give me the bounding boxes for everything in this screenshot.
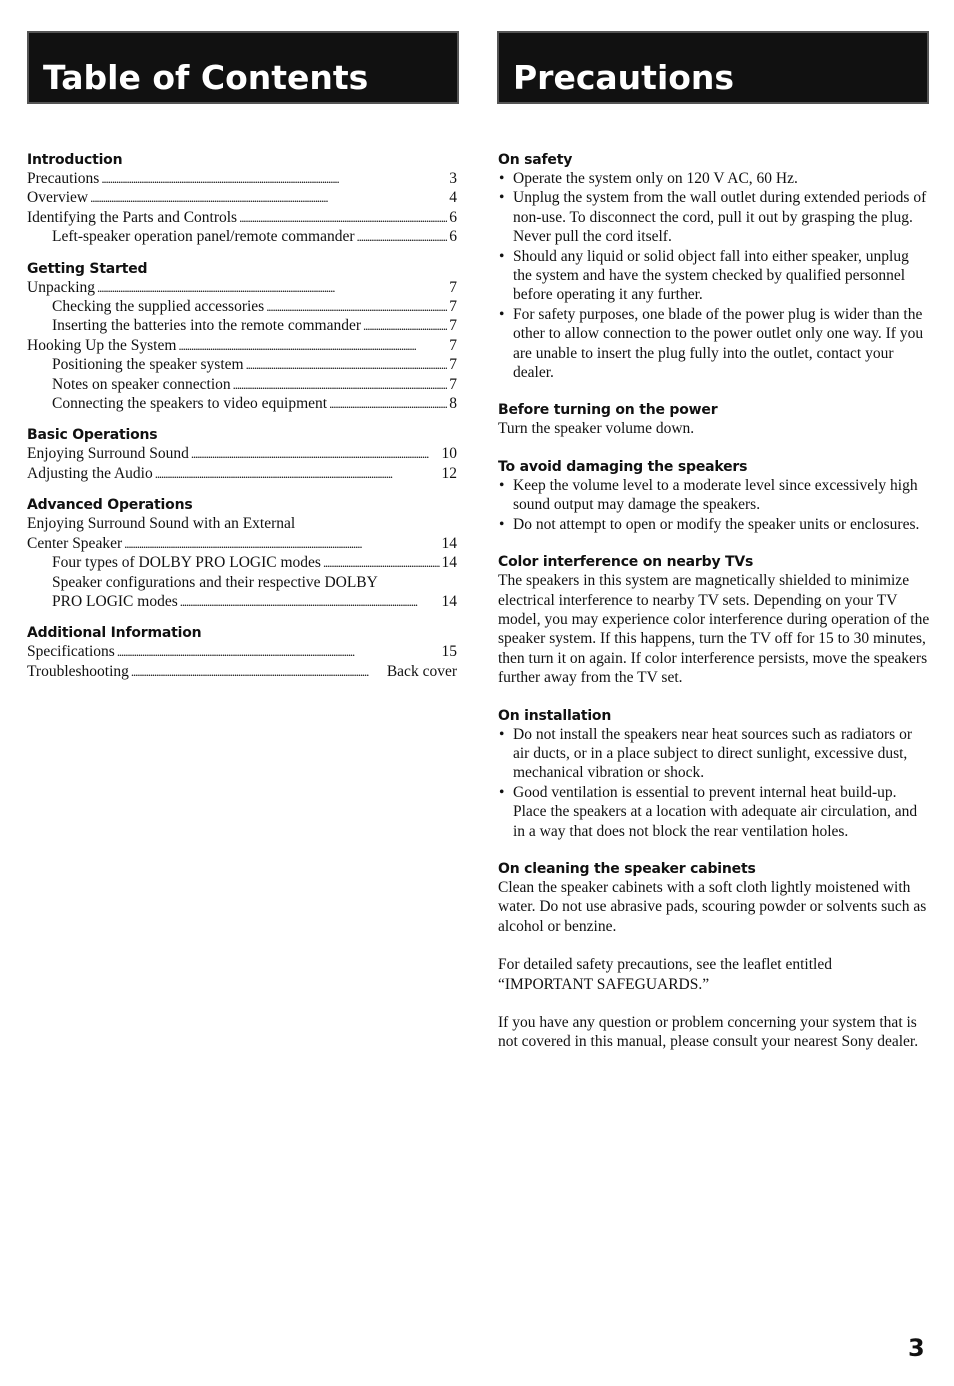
precautions-title-banner: Precautions — [497, 31, 929, 104]
toc-entry[interactable] — [27, 278, 457, 297]
toc-entry[interactable] — [27, 316, 457, 335]
dot-leader — [131, 662, 385, 681]
toc-entry-label: Four types of DOLBY PRO LOGIC modes — [52, 554, 321, 572]
dot-leader — [323, 553, 440, 572]
toc-entry-label: Hooking Up the System — [27, 336, 177, 354]
toc-entry-label: Troubleshooting — [27, 662, 129, 680]
dot-leader — [101, 169, 447, 188]
toc-entry-page: 6 — [449, 228, 457, 246]
table-of-contents — [27, 151, 457, 681]
toc-entry-label: Notes on speaker connection — [52, 375, 231, 393]
toc-entry[interactable] — [27, 464, 457, 483]
toc-entry[interactable] — [27, 208, 457, 227]
toc-entry-label: Unpacking — [27, 278, 96, 296]
toc-entry-page: 12 — [441, 464, 457, 482]
installation-heading: On installation — [498, 707, 612, 724]
toc-entry[interactable] — [27, 336, 457, 355]
toc-entry-label: Overview — [27, 189, 89, 207]
toc-entry-page: 10 — [441, 445, 457, 463]
list-item: • Should any liquid or solid object fall into either speaker, unplug the system and have the system checked by qualified personnel before operating it any further. — [498, 247, 930, 305]
toc-entry[interactable] — [27, 188, 457, 207]
dot-leader — [357, 227, 448, 246]
toc-entry-page: 7 — [449, 278, 457, 296]
toc-entry[interactable] — [27, 375, 457, 394]
toc-entry-page: 14 — [441, 554, 457, 572]
toc-entry-page: 6 — [449, 208, 457, 226]
toc-section-heading: Introduction — [27, 152, 123, 168]
avoid-damage-heading: To avoid damaging the speakers — [498, 458, 748, 475]
dot-leader — [363, 316, 447, 335]
dot-leader — [178, 336, 447, 355]
toc-entry-page: 7 — [449, 375, 457, 393]
list-item: • Do not install the speakers near heat sources such as radiators or air ducts, or in a place subject to direct sunlight, excessive dust, mechanical vibration or shock. — [498, 725, 930, 783]
toc-entry[interactable] — [27, 662, 457, 681]
before-power-heading: Before turning on the power — [498, 402, 718, 419]
dot-leader — [233, 375, 448, 394]
toc-section-heading: Basic Operations — [27, 427, 158, 444]
on-safety-heading: On safety — [498, 152, 573, 168]
toc-entry-page: 3 — [449, 170, 457, 187]
toc-entry-label: Checking the supplied accessories — [52, 298, 265, 316]
toc-entry-page: 14 — [441, 534, 457, 552]
toc-entry-page: Back cover — [386, 662, 457, 680]
toc-entry-page: 14 — [441, 592, 457, 610]
dot-leader — [191, 444, 440, 463]
toc-entry[interactable] — [27, 534, 457, 553]
color-interference-text: The speakers in this system are magnetically shielded to minimize electrical interference to nearby TV sets. Depending on your TV model, you may experience color interference during operation of the speaker system. If this happens, turn the TV off for 15 to 30 minutes, then turn it on again. If color interference persists, move the speakers further away from the TV set. — [498, 572, 930, 687]
toc-entry-page: 7 — [449, 356, 457, 374]
toc-entry[interactable] — [27, 553, 457, 572]
toc-entry[interactable] — [27, 355, 457, 374]
toc-entry[interactable] — [27, 169, 457, 188]
toc-entry[interactable] — [27, 227, 457, 246]
cleaning-heading: On cleaning the speaker cabinets — [498, 860, 756, 877]
toc-entry[interactable] — [27, 444, 457, 463]
toc-entry-label: PRO LOGIC modes — [52, 592, 178, 610]
toc-entry-page: 8 — [449, 395, 457, 413]
list-item: • Unplug the system from the wall outlet during extended periods of non-use. To disconnect the cord, pull it out by grasping the plug. Never pull the cord itself. — [498, 188, 930, 246]
toc-entry-label: Speaker configurations and their respective DOLBY — [52, 573, 378, 591]
list-item: • Good ventilation is essential to prevent internal heat build-up. Place the speakers at a location with adequate air circulation, and in a way that does not block the rear ventilation holes. — [498, 783, 930, 841]
toc-entry-page: 7 — [449, 336, 457, 354]
list-item: • Do not attempt to open or modify the speaker units or enclosures. — [498, 515, 930, 534]
dot-leader — [124, 534, 439, 553]
toc-entry-label: Positioning the speaker system — [52, 356, 244, 374]
contact-dealer-note: If you have any question or problem concerning your system that is not covered in this manual, please consult your nearest Sony dealer. — [498, 1014, 919, 1051]
list-item: • For safety purposes, one blade of the power plug is wider than the other to allow connection to the power outlet only one way. If you are unable to insert the plug fully into the outlet, contact your dealer. — [498, 305, 930, 383]
dot-leader — [239, 208, 447, 227]
dot-leader — [90, 188, 447, 207]
list-item: • Operate the system only on 120 V AC, 60 Hz. — [498, 169, 930, 188]
before-power-text: Turn the speaker volume down. — [498, 420, 695, 438]
toc-section-heading: Advanced Operations — [27, 497, 193, 514]
toc-section-heading: Getting Started — [27, 260, 148, 277]
toc-entry-label: Enjoying Surround Sound with an External — [27, 515, 296, 533]
dot-leader — [155, 464, 440, 483]
toc-entry-label: Center Speaker — [27, 534, 123, 552]
page-number: 3 — [908, 1334, 925, 1362]
dot-leader — [246, 355, 448, 374]
cleaning-text: Clean the speaker cabinets with a soft cloth lightly moistened with water. Do not use abrasive pads, scouring powder or solvents such as alcohol or benzine. — [498, 878, 927, 935]
toc-title-banner: Table of Contents — [27, 31, 459, 104]
toc-entry-page: 7 — [449, 317, 457, 335]
detailed-precautions-note: For detailed safety precautions, see the leaflet entitled “IMPORTANT SAFEGUARDS.” — [498, 956, 832, 993]
toc-entry-label: Connecting the speakers to video equipment — [52, 395, 328, 413]
dot-leader — [266, 297, 447, 316]
toc-entry[interactable] — [27, 297, 457, 316]
dot-leader — [117, 642, 440, 661]
toc-entry-label: Adjusting the Audio — [27, 464, 153, 482]
color-interference-heading: Color interference on nearby TVs — [498, 554, 754, 571]
toc-entry-label: Enjoying Surround Sound — [27, 445, 189, 463]
toc-section-heading: Additional Information — [27, 625, 202, 642]
toc-entry-label: Inserting the batteries into the remote commander — [52, 317, 362, 335]
toc-entry-label: Identifying the Parts and Controls — [27, 208, 238, 226]
toc-entry[interactable] — [27, 592, 457, 611]
precautions-column — [498, 151, 930, 1052]
dot-leader — [329, 394, 447, 413]
toc-entry-label: Precautions — [27, 170, 100, 187]
toc-entry-label: Left-speaker operation panel/remote commander — [52, 228, 355, 246]
dot-leader — [97, 278, 447, 297]
toc-entry-page: 4 — [449, 189, 457, 207]
toc-entry[interactable] — [27, 394, 457, 413]
toc-entry-page: 15 — [441, 643, 457, 661]
toc-entry-page: 7 — [449, 298, 457, 316]
list-item: • Keep the volume level to a moderate level since excessively high sound output may damage the speakers. — [498, 476, 930, 515]
toc-entry-label: Specifications — [27, 643, 115, 661]
toc-entry[interactable] — [27, 642, 457, 661]
dot-leader — [180, 592, 440, 611]
